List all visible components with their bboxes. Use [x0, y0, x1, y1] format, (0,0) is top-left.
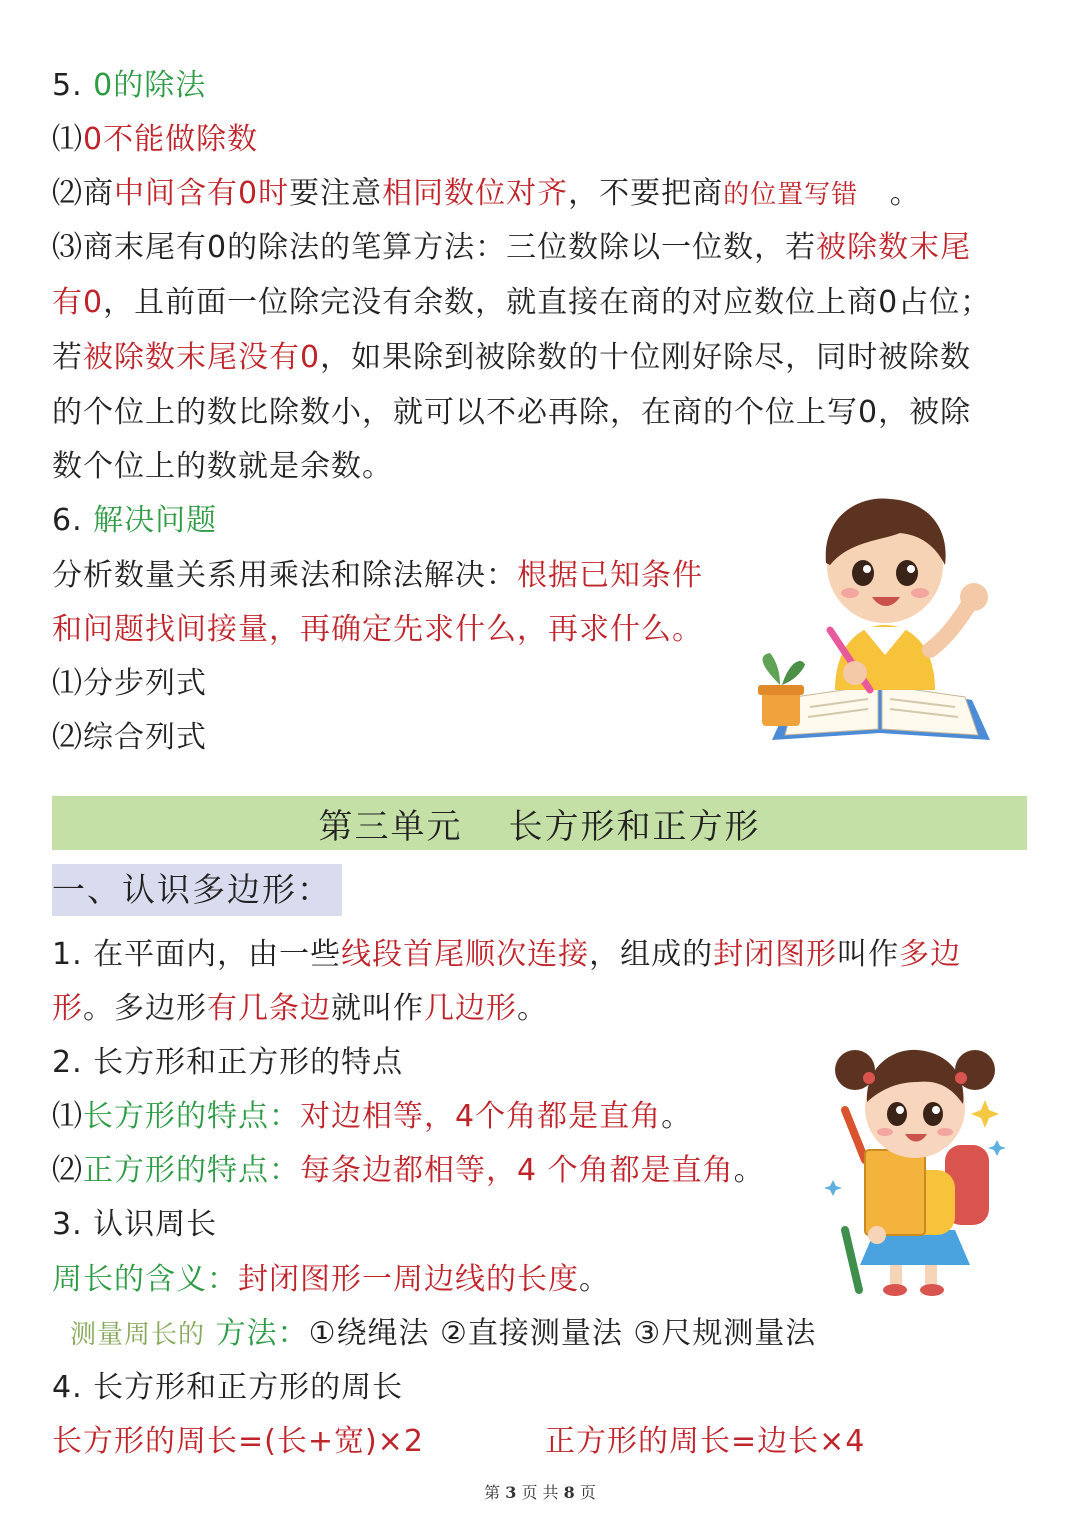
page-footer: 第 3 页 共 8 页 — [484, 1483, 596, 1502]
perimeter-formula-heading: 4. 长方形和正方形的周长 — [52, 1370, 404, 1405]
rule-5-1: ⑴0不能做除数 — [52, 122, 259, 157]
rule-5-3-line2: 有0，且前面一位除完没有余数，就直接在商的对应数位上商0占位； — [52, 285, 992, 320]
polygon-definition-line1: 1. 在平面内，由一些线段首尾顺次连接，组成的封闭图形叫作多边 — [52, 937, 962, 972]
section-5-title: 0的除法 — [93, 68, 207, 103]
section-6-text-line2: 和问题找间接量，再确定先求什么，再求什么。 — [52, 612, 703, 647]
rule-5-3-line3: 若被除数末尾没有0，如果除到被除数的十位刚好除尽，同时被除数 — [52, 340, 972, 375]
boy-writing-illustration — [750, 485, 1010, 755]
square-perimeter-formula: 正方形的周长=边长×4 — [545, 1424, 866, 1459]
section-6-heading: 6. 解决问题 — [52, 503, 218, 538]
section-6-text-line1: 分析数量关系用乘法和除法解决：根据已知条件 — [52, 558, 703, 593]
rectangle-feature: ⑴长方形的特点：对边相等，4个角都是直角。 — [52, 1099, 693, 1134]
rectangle-perimeter-formula: 长方形的周长=(长+宽)×2 — [52, 1424, 424, 1459]
rule-5-3-line1: ⑶商末尾有0的除法的笔算方法：三位数除以一位数，若被除数末尾 — [52, 230, 972, 265]
rule-5-2: ⑵商中间含有0时要注意相同数位对齐，不要把商的位置写错 。 — [52, 176, 921, 211]
polygon-definition-line2: 形。多边形有几条边就叫作几边形。 — [52, 991, 548, 1026]
section-heading-polygons: 一、认识多边形： — [52, 864, 342, 916]
unit-title: 长方形和正方形 — [508, 806, 761, 847]
square-feature: ⑵正方形的特点：每条边都相等，4 个角都是直角。 — [52, 1153, 765, 1188]
current-page-number: 3 — [505, 1483, 517, 1502]
unit-title-bar — [52, 796, 1027, 850]
perimeter-heading: 3. 认识周长 — [52, 1207, 218, 1242]
section-6-item-2: ⑵综合列式 — [52, 720, 207, 755]
section-6-title: 解决问题 — [93, 503, 218, 538]
girl-with-notebook-illustration — [825, 1040, 1015, 1300]
unit-label: 第三单元 — [318, 806, 463, 847]
perimeter-methods: 测量周长的 方法：①绕绳法 ②直接测量法 ③尺规测量法 — [70, 1316, 817, 1351]
features-heading: 2. 长方形和正方形的特点 — [52, 1045, 404, 1080]
section-6-item-1: ⑴分步列式 — [52, 666, 207, 701]
rule-5-3-line5: 数个位上的数就是余数。 — [52, 449, 393, 484]
perimeter-definition: 周长的含义：封闭图形一周边线的长度。 — [52, 1262, 610, 1297]
section-5-heading: 5. 0的除法 — [52, 68, 207, 103]
rule-5-3-line4: 的个位上的数比除数小，就可以不必再除，在商的个位上写0，被除 — [52, 395, 972, 430]
total-page-count: 8 — [563, 1483, 575, 1502]
